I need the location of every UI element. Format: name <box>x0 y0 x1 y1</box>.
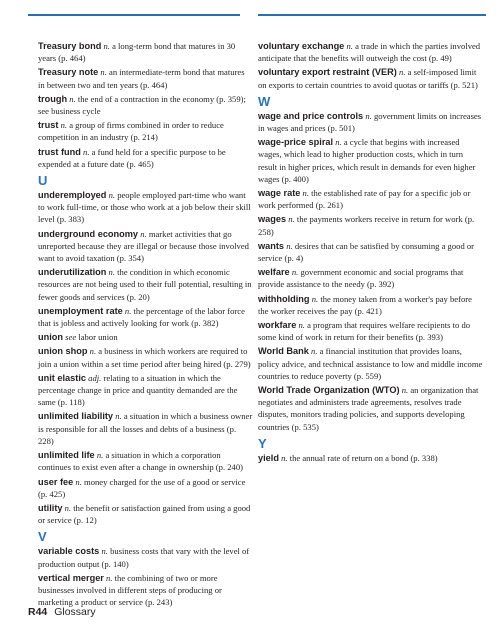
glossary-definition: a situation in which a business owner is responsible for all the losses and debts of a business (p. 228) <box>38 411 253 446</box>
glossary-entry <box>258 452 484 464</box>
glossary-entry <box>38 345 253 369</box>
glossary-entry <box>38 228 253 265</box>
header-rule-right <box>258 14 486 16</box>
glossary-definition: a situation in which a corporation continues to exist even after a change in ownership (p. 240) <box>38 450 243 473</box>
page-number: R44 <box>28 606 48 618</box>
part-of-speech: n. <box>64 502 72 513</box>
part-of-speech: n. <box>291 267 299 278</box>
part-of-speech: n. <box>101 546 108 557</box>
glossary-definition: the established rate of pay for a specific job or work performed (p. 261) <box>258 188 471 211</box>
glossary-definition: money charged for the use of a good or service (p. 425) <box>38 476 246 499</box>
part-of-speech: adj. <box>88 372 102 383</box>
glossary-entry <box>38 146 253 170</box>
glossary-entry <box>258 319 484 343</box>
glossary-definition: a fund held for a specific purpose to be expended at a future date (p. 465) <box>38 146 226 169</box>
header-rule-left <box>28 14 240 16</box>
part-of-speech: see <box>65 332 77 343</box>
glossary-entry <box>38 502 253 526</box>
glossary-entry <box>38 66 253 90</box>
part-of-speech: n. <box>401 385 409 396</box>
glossary-term: vertical merger <box>38 572 104 583</box>
header-rule <box>0 10 500 24</box>
glossary-entry <box>38 305 253 329</box>
part-of-speech: n. <box>286 240 293 251</box>
glossary-definition: the annual rate of return on a bond (p. 338) <box>289 452 438 463</box>
part-of-speech: n. <box>335 137 342 148</box>
part-of-speech: n. <box>60 120 68 131</box>
glossary-term: voluntary exchange <box>258 41 345 51</box>
glossary-entry <box>258 293 484 317</box>
glossary-entry <box>38 331 253 343</box>
glossary-term: welfare <box>258 267 290 278</box>
glossary-definition: a self-imposed limit on exports to certain countries to avoid quotas or tariffs (p. 521) <box>258 67 478 90</box>
glossary-term: trust <box>38 120 59 131</box>
part-of-speech: n. <box>115 411 122 422</box>
part-of-speech: n. <box>124 305 132 316</box>
glossary-term: wage and price controls <box>258 110 364 121</box>
section-letter: W <box>258 93 271 109</box>
glossary-term: wage-price spiral <box>258 137 334 148</box>
section-letter: Y <box>258 435 267 451</box>
glossary-term: World Trade Organization (WTO) <box>258 385 400 396</box>
glossary-term: utility <box>38 502 63 513</box>
glossary-definition: an intermediate-term bond that matures in between two and ten years (p. 464) <box>38 67 245 90</box>
glossary-definition: government economic and social programs that provide assistance to the needy (p. 392) <box>258 267 464 290</box>
glossary-definition: the end of a contraction in the economy (p. 359); see business cycle <box>38 93 246 117</box>
glossary-entry <box>38 572 253 609</box>
glossary-entry <box>258 384 484 433</box>
part-of-speech: n. <box>298 320 305 331</box>
glossary-entry <box>38 189 253 226</box>
section-letter: U <box>38 173 48 189</box>
part-of-speech: n. <box>75 476 82 487</box>
glossary-term: unemployment rate <box>38 305 123 316</box>
glossary-entry <box>38 119 253 143</box>
glossary-term: Treasury note <box>38 67 99 78</box>
part-of-speech: n. <box>346 41 353 51</box>
glossary-term: unlimited life <box>38 450 95 461</box>
part-of-speech: n. <box>108 190 116 201</box>
glossary-entry <box>258 136 484 185</box>
glossary-entry <box>38 93 253 117</box>
glossary-definition: a group of firms combined in order to reduce competition in an industry (p. 214) <box>38 120 224 143</box>
glossary-definition: market activities that go unreported because they are illegal or because those involved want to avoid taxation (p. 354) <box>38 228 249 264</box>
part-of-speech: n. <box>140 228 147 239</box>
glossary-entry <box>38 410 253 447</box>
glossary-definition: a cycle that begins with increased wages, which lead to higher production costs, which in turn result in higher prices, which result in demands for even higher wages (p. 400) <box>258 137 476 184</box>
glossary-entry <box>258 40 484 64</box>
page-footer <box>28 606 96 618</box>
glossary-definition: a long-term bond that matures in 30 years (p. 464) <box>38 41 236 64</box>
part-of-speech: n. <box>103 41 110 51</box>
part-of-speech: n. <box>83 146 90 157</box>
glossary-definition: the combining of two or more businesses involved in different steps of producing or marketing a product or service (p. 243) <box>38 572 222 608</box>
glossary-definition: a trade in which the parties involved anticipate that the benefits will outweigh the cost (p. 49) <box>258 41 481 64</box>
glossary-definition: a program that requires welfare recipients to do some kind of work in return for their benefits (p. 393) <box>258 320 471 343</box>
glossary-term: user fee <box>38 476 74 487</box>
glossary-term: voluntary export restraint (VER) <box>258 67 397 78</box>
glossary-term: unlimited liability <box>38 411 114 422</box>
glossary-term: underutilization <box>38 267 107 278</box>
glossary-definition: the money taken from a worker's pay before the worker receives the pay (p. 421) <box>258 293 472 316</box>
glossary-entry <box>258 66 484 90</box>
glossary-entry <box>38 266 253 303</box>
glossary-definition: a business in which workers are required to join a union within a set time period after being hired (p. 279) <box>38 346 251 369</box>
glossary-definition: the percentage of the labor force that is jobless and actively looking for work (p. 382) <box>38 305 245 329</box>
glossary-term: trust fund <box>38 146 81 157</box>
glossary-term: union <box>38 332 64 343</box>
part-of-speech: n. <box>89 346 97 357</box>
glossary-entry <box>258 345 484 382</box>
glossary-definition: the condition in which economic resources are not being used to their full potential, resulting in fewer goods and services (p. 20) <box>38 267 252 302</box>
part-of-speech: n. <box>69 93 76 104</box>
glossary-term: trough <box>38 93 68 104</box>
part-of-speech: n. <box>302 188 309 199</box>
glossary-term: variable costs <box>38 546 100 557</box>
glossary-entry <box>258 110 484 134</box>
glossary-term: underground economy <box>38 228 139 239</box>
glossary-term: workfare <box>258 320 297 331</box>
part-of-speech: n. <box>106 572 113 583</box>
glossary-definition: people employed part-time who want to work full-time, or those who work at a job below their skill level (p. 383) <box>38 190 251 225</box>
glossary-entry <box>258 187 484 211</box>
part-of-speech: n. <box>365 110 372 121</box>
glossary-term: World Bank <box>258 346 309 357</box>
glossary-term: underemployed <box>38 190 107 201</box>
glossary-entry <box>38 449 253 473</box>
glossary-term: unit elastic <box>38 372 86 383</box>
glossary-entry <box>38 476 253 500</box>
glossary-definition: the benefit or satisfaction gained from using a good or service (p. 12) <box>38 502 251 526</box>
glossary-term: wage rate <box>258 188 301 199</box>
part-of-speech: n. <box>108 267 115 278</box>
glossary-entry <box>258 213 484 237</box>
glossary-entry <box>258 266 484 290</box>
glossary-definition: business costs that vary with the level of production output (p. 140) <box>38 546 250 569</box>
part-of-speech: n. <box>100 67 107 78</box>
section-name: Glossary <box>54 606 96 618</box>
glossary-definition: the payments workers receive in return for work (p. 258) <box>258 214 475 237</box>
part-of-speech: n. <box>281 452 288 463</box>
part-of-speech: n. <box>311 293 319 304</box>
glossary-term: union shop <box>38 346 88 357</box>
section-letter: V <box>38 529 47 545</box>
part-of-speech: n. <box>96 450 104 461</box>
glossary-term: Treasury bond <box>38 41 102 51</box>
glossary-entry <box>38 40 253 64</box>
glossary-definition: relating to a situation in which the percentage change in price and quantity demanded are the same (p. 118) <box>38 372 238 408</box>
part-of-speech: n. <box>288 214 295 225</box>
glossary-term: wages <box>258 214 287 225</box>
glossary-definition: desires that can be satisfied by consuming a good or service (p. 4) <box>258 240 475 264</box>
glossary-entry <box>38 372 253 409</box>
glossary-term: wants <box>258 240 285 251</box>
part-of-speech: n. <box>311 346 318 357</box>
glossary-entry <box>38 545 253 569</box>
part-of-speech: n. <box>399 67 406 78</box>
glossary-column-right <box>258 40 484 466</box>
glossary-definition: government limits on increases in wages and prices (p. 501) <box>258 110 482 134</box>
glossary-definition: a financial institution that provides loans, policy advice, and technical assistance to low and middle income countries to reduce poverty (p. 559) <box>258 346 483 381</box>
glossary-definition: labor union <box>78 332 118 343</box>
glossary-definition: an organization that negotiates and administers trade agreements, resolves trade disputes, monitors trading policies, and supports developing countries (p. 535) <box>258 385 479 432</box>
glossary-term: yield <box>258 452 279 463</box>
glossary-term: withholding <box>258 293 310 304</box>
glossary-column-left <box>38 40 253 610</box>
glossary-entry <box>258 240 484 264</box>
